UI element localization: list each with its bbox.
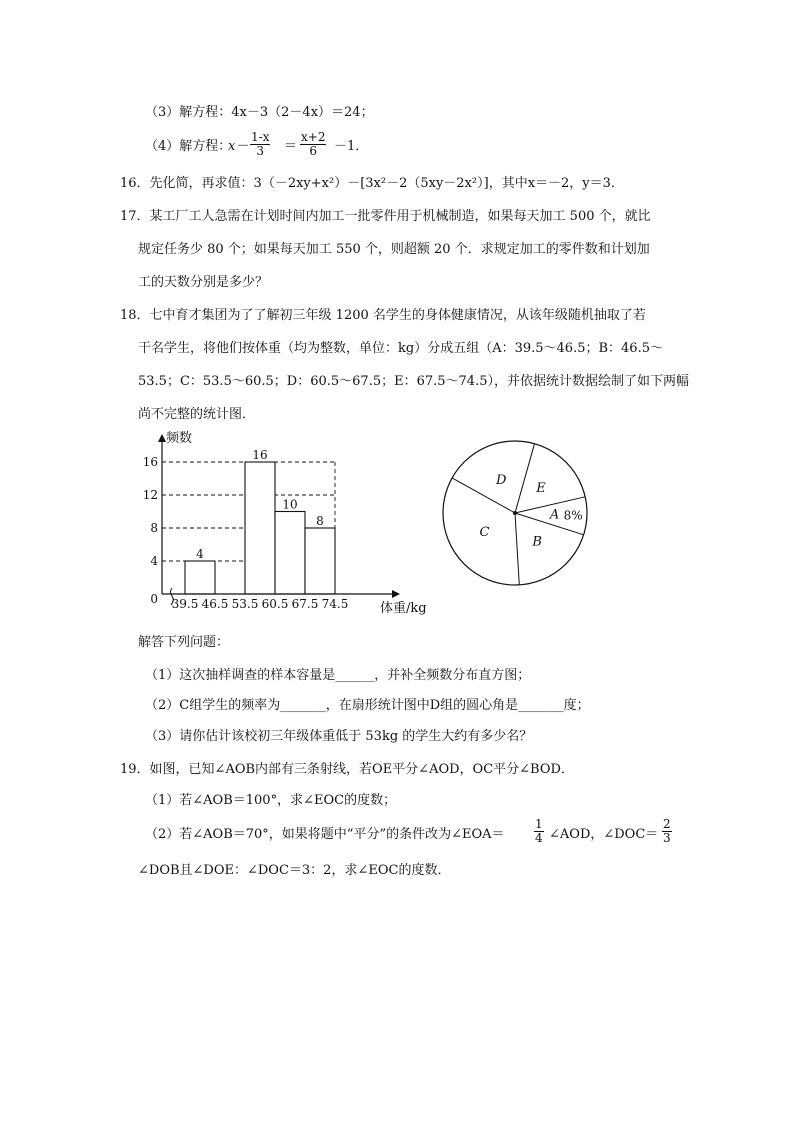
y-tick-label-16: 16 xyxy=(142,455,158,469)
x-tick-label-53.5: 53.5 xyxy=(231,597,259,611)
question-17-line3: 工的天数分别是多少？ xyxy=(138,275,269,290)
sector-label-B: B xyxy=(532,534,542,550)
bar-D xyxy=(275,512,305,595)
y-axis-arrow xyxy=(158,434,166,442)
question-18-line1: 18．七中育才集团为了了解初三年级 1200 名学生的身体健康情况，从该年级随机抽取了若 xyxy=(120,308,646,323)
bar-C xyxy=(245,462,275,594)
x-tick-label-39.5: 39.5 xyxy=(171,597,199,611)
fraction-1-over-4: $\frac{1}{4}$ xyxy=(535,817,543,845)
bar-label-D: 10 xyxy=(282,497,298,512)
x-tick-label-74.5: 74.5 xyxy=(321,597,349,611)
q15-part4-x: x－ xyxy=(228,139,249,154)
y-axis-label: 频数 xyxy=(166,431,193,446)
y-tick-label-8: 8 xyxy=(150,521,158,535)
question-19-line1: 19．如图，已知∠AOB内部有三条射线，若OE平分∠AOD，OC平分∠BOD． xyxy=(120,762,574,777)
sector-label-D: D xyxy=(495,472,507,488)
bar-A xyxy=(185,561,215,594)
bar-label-E: 8 xyxy=(316,514,324,528)
fraction-1-x-over-3: $\frac{1-x}{3}$ xyxy=(251,130,270,158)
question-18-sub2: （2）C组学生的频率为_______，在扇形统计图中D组的圆心角是_______度； xyxy=(145,698,590,713)
question-18-line4: 尚不完整的统计图． xyxy=(138,407,256,422)
question-18-line2: 干名学生，将他们按体重（均为整数，单位：kg）分成五组（A：39.5～46.5；B：46.5～ xyxy=(138,341,663,356)
question-19-sub2b: ∠AOD，∠DOC＝ xyxy=(549,827,659,842)
question-16: 16．先化简，再求值：3（－2xy+x²）－[3x²－2（5xy－2x²）]，其中x＝－2，y＝3． xyxy=(120,176,624,191)
pie-center xyxy=(513,511,517,515)
question-17-line1: 17．某工厂工人急需在计划时间内加工一批零件用于机械制造，如果每天加工 500 个，就比 xyxy=(120,209,651,224)
question-19-sub1: （1）若∠AOB＝100°，求∠EOC的度数； xyxy=(145,793,397,808)
q15-part4-tail: －1． xyxy=(334,139,369,154)
bar-E xyxy=(305,528,335,594)
question-19-sub2c: ∠DOB且∠DOE：∠DOC＝3：2，求∠EOC的度数． xyxy=(138,863,451,878)
sector-boundary-E xyxy=(515,444,535,513)
x-tick-label-60.5: 60.5 xyxy=(261,597,289,611)
histogram-chart xyxy=(140,428,440,624)
y-tick-label-12: 12 xyxy=(142,488,158,502)
y-tick-label-4: 4 xyxy=(150,554,158,568)
y-tick-label-0: 0 xyxy=(150,592,158,606)
q15-part4-label: （4）解方程： xyxy=(145,139,232,154)
question-19-sub2a: （2）若∠AOB＝70°，如果将题中“平分”的条件改为∠EOA＝ xyxy=(145,827,505,842)
bar-label-A: 4 xyxy=(196,547,204,561)
question-18-line3: 53.5；C：53.5～60.5；D：60.5～67.5；E：67.5～74.5），并依据统计数据绘制了如下两幅 xyxy=(138,374,689,389)
sector-percent-A: 8% xyxy=(563,508,583,523)
q15-part4-equals: ＝ xyxy=(284,139,298,154)
sector-label-C: C xyxy=(479,525,490,541)
pie-chart xyxy=(436,428,606,598)
x-tick-label-67.5: 67.5 xyxy=(291,597,319,611)
x-tick-label-46.5: 46.5 xyxy=(201,597,229,611)
fraction-x+2-over-6: $\frac{x+2}{6}$ xyxy=(301,130,326,158)
sector-label-E: E xyxy=(536,481,546,497)
x-axis-label: 体重/kg xyxy=(380,601,427,616)
question-18-ask: 解答下列问题： xyxy=(138,635,230,650)
bar-label-C: 16 xyxy=(252,448,268,462)
question-18-sub1: （1）这次抽样调查的样本容量是______，并补全频数分布直方图； xyxy=(145,668,531,683)
question-17-line2: 规定任务少 80 个；如果每天加工 550 个，则超额 20 个．求规定加工的零件数和计划加 xyxy=(138,242,650,257)
sector-boundary-C xyxy=(515,513,519,585)
q15-part3: （3）解方程：4x－3（2－4x）＝24； xyxy=(145,105,374,120)
sector-label-A: A xyxy=(549,507,560,523)
fraction-2-over-3: $\frac{2}{3}$ xyxy=(663,817,671,845)
x-axis-arrow xyxy=(392,590,400,598)
question-18-sub3: （3）请你估计该校初三年级体重低于 53kg 的学生大约有多少名？ xyxy=(145,729,533,744)
